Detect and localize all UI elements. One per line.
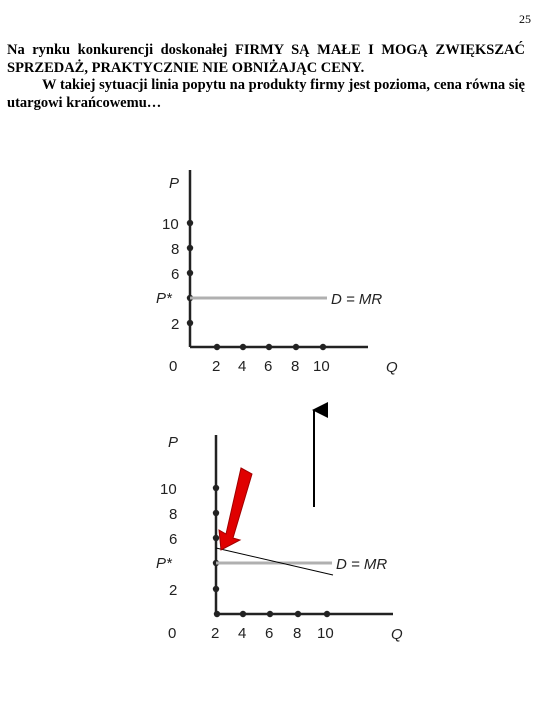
y-tick-label-6: 6: [169, 531, 178, 548]
x-tick-label-10: 10: [313, 358, 330, 375]
y-tick-2: [213, 586, 219, 592]
y-tick-10: [213, 485, 219, 491]
x-tick-8: [295, 611, 301, 617]
x-axis-label: Q: [386, 359, 398, 376]
x-tick-label-8: 8: [291, 358, 300, 375]
x-axis-label: Q: [391, 626, 403, 643]
y-axis-label: P: [168, 434, 179, 451]
y-tick-label-8: 8: [171, 241, 180, 258]
y-tick-label-6: 6: [171, 266, 180, 283]
x-tick-8: [293, 344, 299, 350]
chart-1: [156, 170, 398, 376]
x-tick-10: [324, 611, 330, 617]
x-tick-label-4: 4: [238, 625, 247, 642]
y-tick-6: [187, 270, 193, 276]
y-tick-8: [213, 510, 219, 516]
origin-label: 0: [169, 358, 178, 375]
x-tick-label-8: 8: [293, 625, 302, 642]
paragraph-2: W takiej sytuacji linia popytu na produkty firmy jest pozioma, cena równa się utargowi krańcowemu…: [7, 77, 525, 111]
y-tick-label-10: 10: [162, 216, 179, 233]
y-tick-label-2: 2: [169, 582, 178, 599]
origin-label: 0: [168, 625, 177, 642]
x-tick-2: [214, 344, 220, 350]
demand-mr-label: D = MR: [336, 556, 388, 573]
x-tick-label-6: 6: [264, 358, 273, 375]
y-tick-label-pstar: P*: [156, 555, 172, 572]
y-tick-label-8: 8: [169, 506, 178, 523]
chart-2: [156, 434, 403, 643]
x-tick-label-6: 6: [265, 625, 274, 642]
x-tick-label-2: 2: [211, 625, 220, 642]
x-tick-label-10: 10: [317, 625, 334, 642]
x-tick-6: [266, 344, 272, 350]
y-tick-label-pstar: P*: [156, 290, 172, 307]
x-tick-2: [214, 611, 220, 617]
x-tick-label-4: 4: [238, 358, 247, 375]
x-tick-4: [240, 344, 246, 350]
y-tick-10: [187, 220, 193, 226]
paragraph-1: Na rynku konkurencji doskonałej FIRMY SĄ MAŁE I MOGĄ ZWIĘKSZAĆ SPRZEDAŻ, PRAKTYCZNIE NIE OBNIŻAJĄC CENY.: [7, 42, 525, 76]
x-tick-4: [240, 611, 246, 617]
page-number: 25: [519, 12, 531, 26]
demand-mr-label: D = MR: [331, 291, 383, 308]
y-tick-8: [187, 245, 193, 251]
y-tick-label-2: 2: [171, 316, 180, 333]
x-tick-10: [320, 344, 326, 350]
y-tick-label-10: 10: [160, 481, 177, 498]
y-tick-2: [187, 320, 193, 326]
y-axis-label: P: [169, 175, 180, 192]
x-tick-label-2: 2: [212, 358, 221, 375]
y-tick-6: [213, 535, 219, 541]
red-arrow: [219, 468, 252, 550]
x-tick-6: [267, 611, 273, 617]
